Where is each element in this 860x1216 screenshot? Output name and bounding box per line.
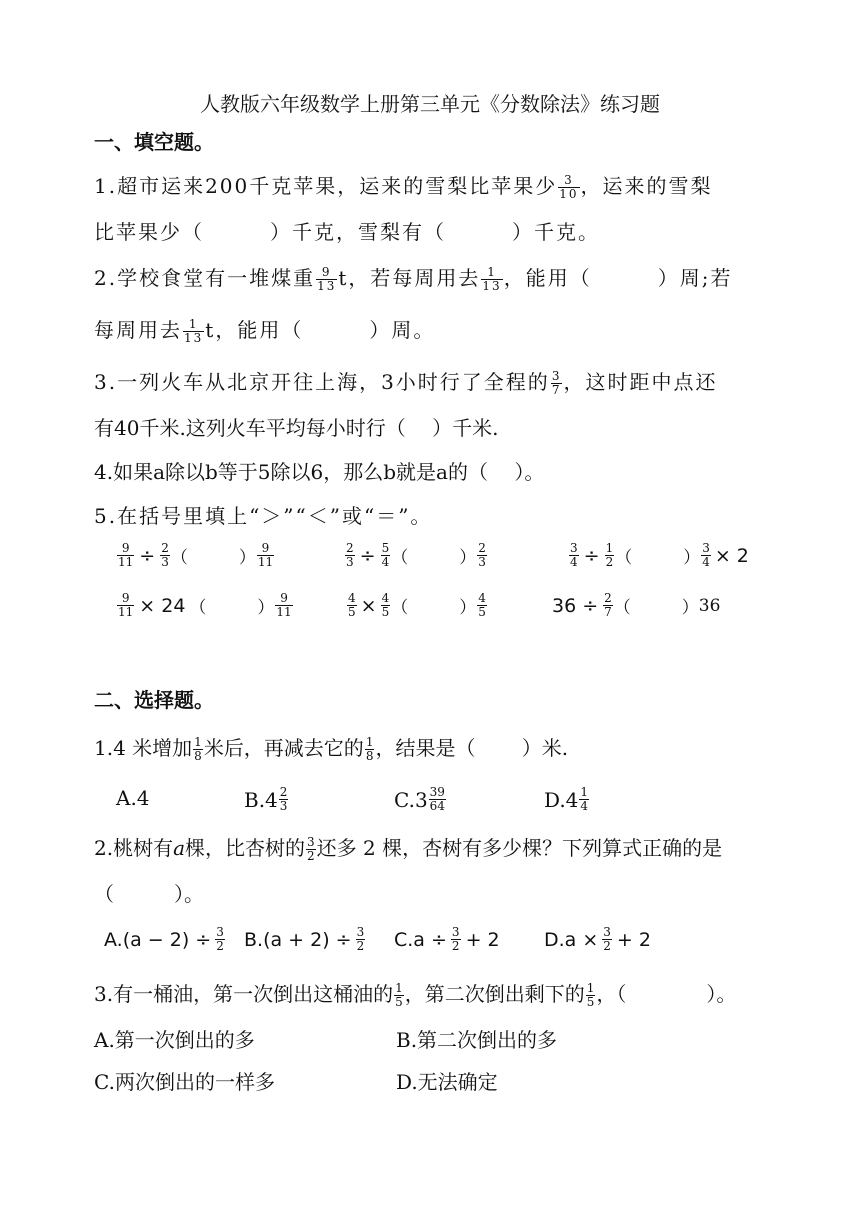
s2q3-text-a: 3.有一桶油，第一次倒出这桶油的 — [94, 982, 394, 1007]
denominator: 13 — [482, 279, 502, 294]
numerator: 39 — [429, 785, 445, 799]
numerator: 3 — [551, 369, 562, 383]
denominator: 5 — [586, 995, 595, 1010]
operator: + 2 — [465, 928, 500, 951]
operator: × 2 — [714, 544, 749, 567]
s2-q3-option-d: D.无法确定 — [396, 1070, 498, 1094]
s2-q2-line1 — [94, 836, 722, 863]
denominator: 11 — [257, 555, 274, 570]
answer-blank: （ ） — [391, 548, 477, 569]
s2-q2-option-c — [394, 926, 500, 953]
numerator: 9 — [275, 592, 292, 606]
fraction — [279, 786, 289, 813]
numerator: 2 — [346, 541, 354, 555]
s2q1-text-b: 米后，再减去它的 — [203, 736, 364, 761]
fraction — [381, 592, 391, 619]
q2-text-c: ，能用（ ）周;若 — [503, 266, 733, 291]
numerator: 2 — [161, 541, 169, 555]
numerator: 9 — [117, 542, 134, 556]
option-label: C.a ÷ — [394, 928, 447, 951]
denominator: 8 — [194, 749, 202, 764]
s2-q2-line2: （ ）。 — [94, 882, 204, 906]
s2q1-text-a: 1.4 米增加 — [94, 736, 193, 761]
fraction — [481, 266, 502, 293]
s2-q3-option-b: B.第二次倒出的多 — [396, 1028, 558, 1052]
fraction — [551, 370, 563, 397]
denominator: 4 — [580, 799, 589, 814]
q3-line2: 有40千米.这列火车平均每小时行（ ）千米. — [94, 416, 499, 440]
s2-q1-option-d — [544, 786, 590, 813]
operator: ÷ — [583, 544, 600, 567]
option-label: B.4 — [244, 787, 278, 812]
denominator: 2 — [605, 555, 614, 570]
numerator: 3 — [307, 835, 315, 849]
fraction — [558, 174, 579, 201]
q1-text-a: 1.超市运来200千克苹果，运来的雪梨比苹果少 — [94, 174, 558, 199]
s2q3-text-b: ，第二次倒出剩下的 — [404, 982, 585, 1007]
denominator: 13 — [317, 279, 337, 294]
denominator: 2 — [356, 939, 365, 954]
numerator: 3 — [702, 541, 710, 555]
s2-q3-option-a: A.第一次倒出的多 — [94, 1028, 255, 1052]
compare-value: 36 — [698, 595, 721, 616]
numerator: 2 — [478, 541, 486, 555]
fraction — [275, 592, 292, 619]
operator: × — [360, 594, 377, 617]
s2-q1-option-a: A.4 — [116, 786, 150, 810]
denominator: 7 — [604, 605, 612, 620]
numerator: 9 — [117, 592, 134, 606]
numerator: 3 — [216, 925, 224, 939]
denominator: 4 — [381, 555, 390, 570]
option-label: A.(a − 2) ÷ — [104, 928, 212, 951]
compare-item-4 — [116, 592, 294, 619]
denominator: 2 — [216, 939, 224, 954]
answer-blank: （ ） — [189, 598, 275, 619]
denominator: 4 — [570, 555, 578, 570]
option-label: D.a × — [544, 928, 599, 951]
denominator: 3 — [346, 555, 354, 570]
section1-heading: 一、填空题。 — [94, 130, 214, 154]
fraction — [257, 542, 274, 569]
operator: ÷ — [139, 544, 156, 567]
fraction — [586, 982, 596, 1009]
numerator: 1 — [586, 981, 595, 995]
numerator: 1 — [194, 735, 202, 749]
fraction — [451, 926, 461, 953]
compare-item-5 — [346, 592, 488, 619]
answer-blank: （ ） — [615, 548, 701, 569]
numerator: 4 — [478, 591, 486, 605]
q2-line2 — [94, 318, 435, 345]
denominator: 3 — [161, 555, 169, 570]
fraction — [701, 542, 711, 569]
s2-q3-line — [94, 982, 736, 1009]
operator: + 2 — [616, 928, 651, 951]
fraction — [477, 542, 487, 569]
denominator: 2 — [603, 939, 611, 954]
numerator: 3 — [603, 925, 611, 939]
page-title: 人教版六年级数学上册第三单元《分数除法》练习题 — [200, 92, 660, 116]
fraction — [381, 542, 391, 569]
answer-blank: （ ） — [170, 548, 256, 569]
denominator: 11 — [276, 605, 292, 620]
q1-line2: 比苹果少（ ）千克，雪梨有（ ）千克。 — [94, 220, 600, 244]
fraction — [306, 836, 316, 863]
fraction — [347, 592, 357, 619]
denominator: 5 — [381, 605, 390, 620]
option-label: B.(a + 2) ÷ — [244, 928, 352, 951]
s2q1-text-c: ，结果是（ ）米. — [375, 736, 569, 761]
numerator: 4 — [348, 591, 356, 605]
fraction — [345, 542, 355, 569]
fraction — [356, 926, 366, 953]
numerator: 3 — [558, 174, 579, 188]
s2-q2-option-b — [244, 926, 366, 953]
answer-blank: （ ） — [391, 598, 477, 619]
fraction — [602, 926, 612, 953]
q3-text-a: 3.一列火车从北京开往上海，3小时行了全程的 — [94, 370, 550, 395]
fraction — [477, 592, 487, 619]
denominator: 11 — [118, 605, 134, 620]
numerator: 1 — [183, 318, 204, 332]
q2-line1 — [94, 266, 732, 293]
q3-line1 — [94, 370, 717, 397]
denominator: 64 — [429, 799, 445, 814]
compare-item-1 — [116, 542, 275, 569]
denominator: 13 — [184, 331, 204, 346]
operator: × 24 — [139, 594, 186, 617]
numerator: 1 — [481, 266, 502, 280]
denominator: 10 — [559, 187, 579, 202]
numerator: 1 — [580, 785, 589, 799]
denominator: 3 — [279, 799, 288, 814]
s2-q3-option-c: C.两次倒出的一样多 — [94, 1070, 275, 1094]
numerator: 4 — [381, 591, 390, 605]
q3-text-b: ，这时距中点还 — [563, 370, 718, 395]
q5-line: 5.在括号里填上“＞”“＜”或“＝”。 — [94, 504, 433, 528]
s2q3-text-c: ，（ ）。 — [596, 982, 737, 1007]
s2-q1-option-b — [244, 786, 289, 813]
fraction — [193, 736, 203, 763]
q4-line: 4.如果a除以b等于5除以6，那么b就是a的（ ）。 — [94, 460, 545, 484]
numerator: 2 — [604, 591, 612, 605]
q1-line1 — [94, 174, 713, 201]
fraction — [117, 592, 134, 619]
numerator: 9 — [316, 266, 337, 280]
fraction — [365, 736, 375, 763]
option-label: D.4 — [544, 787, 579, 812]
option-label: C.3 — [394, 787, 428, 812]
denominator: 8 — [365, 749, 374, 764]
fraction — [603, 592, 613, 619]
fraction — [183, 318, 204, 345]
compare-item-2 — [344, 542, 488, 569]
numerator: 2 — [279, 785, 288, 799]
fraction — [215, 926, 225, 953]
answer-blank: （ ） — [613, 598, 699, 619]
numerator: 3 — [356, 925, 365, 939]
q2-text-e: t，能用（ ）周。 — [205, 318, 436, 343]
denominator: 5 — [348, 605, 356, 620]
fraction — [429, 786, 446, 813]
denominator: 2 — [307, 849, 315, 864]
denominator: 3 — [478, 555, 486, 570]
s2-q1-option-c — [394, 786, 447, 813]
operator: 36 ÷ — [552, 594, 599, 617]
s2q2-text-c: 还多 2 棵，杏树有多少棵？下列算式正确的是 — [316, 836, 723, 861]
q1-text-b: ，运来的雪梨 — [580, 174, 713, 199]
s2q2-text-b: 棵，比杏树的 — [185, 836, 306, 861]
numerator: 1 — [605, 541, 614, 555]
s2-q2-option-d — [544, 926, 651, 953]
numerator: 9 — [257, 542, 274, 556]
numerator: 5 — [381, 541, 390, 555]
s2q2-text-a: 2.桃树有 — [94, 836, 174, 861]
s2-q2-option-a — [104, 926, 226, 953]
numerator: 1 — [395, 981, 403, 995]
denominator: 5 — [478, 605, 486, 620]
fraction — [316, 266, 337, 293]
denominator: 5 — [395, 995, 403, 1010]
numerator: 3 — [451, 925, 460, 939]
fraction — [605, 542, 615, 569]
s2-q1-line — [94, 736, 568, 763]
fraction — [394, 982, 404, 1009]
q2-text-b: t，若每周用去 — [338, 266, 481, 291]
fraction — [569, 542, 579, 569]
denominator: 11 — [118, 555, 134, 570]
q2-text-d: 每周用去 — [94, 318, 182, 343]
section2-heading: 二、选择题。 — [94, 688, 214, 712]
denominator: 7 — [551, 383, 562, 398]
compare-item-6 — [552, 592, 720, 619]
numerator: 1 — [365, 735, 374, 749]
numerator: 3 — [570, 541, 578, 555]
fraction — [117, 542, 134, 569]
variable: a — [173, 836, 186, 861]
q2-text-a: 2.学校食堂有一堆煤重 — [94, 266, 316, 291]
fraction — [160, 542, 170, 569]
compare-item-3 — [568, 542, 749, 569]
operator: ÷ — [359, 544, 376, 567]
fraction — [579, 786, 589, 813]
denominator: 2 — [451, 939, 460, 954]
denominator: 4 — [702, 555, 710, 570]
